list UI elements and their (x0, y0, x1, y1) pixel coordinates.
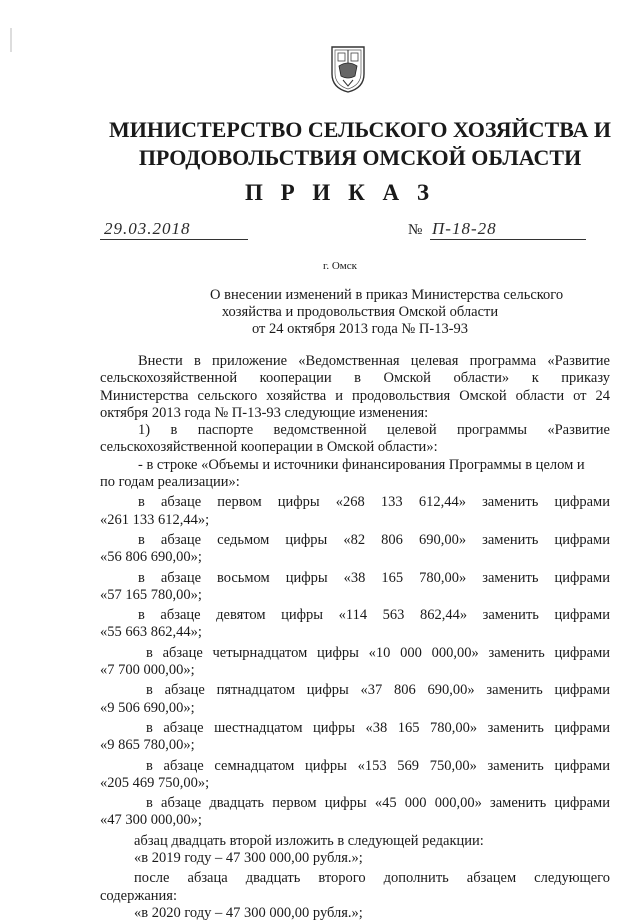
body-line: «9 506 690,00»; (100, 699, 195, 716)
body-line: «57 165 780,00»; (100, 586, 202, 603)
body-line: в абзаце девятом цифры «114 563 862,44» заменить цифрами (138, 607, 610, 624)
body-line: «261 133 612,44»; (100, 511, 210, 528)
number-label: № (408, 222, 423, 238)
body-line: по годам реализации»: (100, 474, 240, 491)
body-line: Внести в приложение «Ведомственная целевая программа «Развитие (138, 353, 610, 369)
body-line: «47 300 000,00»; (100, 812, 202, 829)
body-line: в абзаце пятнадцатом цифры «37 806 690,00» заменить цифрами (146, 682, 610, 699)
body-line: в абзаце восьмом цифры «38 165 780,00» заменить цифрами (138, 569, 610, 586)
body-line: «205 469 750,00»; (100, 774, 210, 791)
document-type-heading: П Р И К А З (244, 180, 435, 205)
number-field (430, 221, 586, 240)
order-body (100, 353, 610, 922)
date-handwritten: 29.03.2018 (104, 219, 191, 238)
body-line: абзац двадцать второй изложить в следующей редакции: (134, 832, 484, 849)
body-line: содержания: (100, 887, 178, 904)
body-line: в абзаце семнадцатом цифры «153 569 750,00» заменить цифрами (146, 757, 610, 774)
number-handwritten: П-18-28 (432, 219, 497, 238)
body-line: - в строке «Объемы и источники финансирования Программы в целом и (138, 456, 585, 473)
body-line: в абзаце первом цифры «268 133 612,44» заменить цифрами (138, 494, 610, 511)
body-line: Министерства сельского хозяйства и продовольствия Омской области от 24 (100, 387, 610, 404)
subject-line: хозяйства и продовольствия Омской области (221, 304, 499, 320)
body-line: «в 2020 году – 47 300 000,00 рубля.»; (134, 904, 363, 921)
body-line: «56 806 690,00»; (100, 549, 202, 566)
subject-line: О внесении изменений в приказ Министерства сельского (210, 287, 564, 303)
body-line: «7 700 000,00»; (100, 662, 195, 679)
body-line: 1) в паспорте ведомственной целевой программы «Развитие (138, 422, 610, 439)
scan-edge-mark (10, 28, 12, 52)
body-line: после абзаца двадцать второго дополнить абзацем следующего (134, 870, 610, 887)
body-line: «9 865 780,00»; (100, 737, 195, 754)
city-label: г. Омск (323, 260, 357, 272)
body-line: в абзаце шестнадцатом цифры «38 165 780,00» заменить цифрами (146, 719, 610, 736)
order-subject (210, 287, 564, 338)
ministry-title-line1: МИНИСТЕРСТВО СЕЛЬСКОГО ХОЗЯЙСТВА И (108, 117, 612, 142)
body-line: октября 2013 года № П-13-93 следующие изменения: (100, 404, 429, 421)
coat-of-arms-emblem (329, 44, 367, 94)
date-field (100, 221, 248, 240)
ministry-title (60, 116, 640, 172)
ministry-title-line2: ПРОДОВОЛЬСТВИЯ ОМСКОЙ ОБЛАСТИ (138, 145, 582, 170)
body-line: в абзаце четырнадцатом цифры «10 000 000,00» заменить цифрами (146, 644, 610, 661)
body-line: в абзаце седьмом цифры «82 806 690,00» заменить цифрами (138, 531, 610, 548)
body-line: «в 2019 году – 47 300 000,00 рубля.»; (134, 850, 363, 867)
body-line: сельскохозяйственной кооперации в Омской области» к приказу (100, 370, 610, 387)
subject-line: от 24 октября 2013 года № П-13-93 (251, 321, 469, 337)
body-line: в абзаце двадцать первом цифры «45 000 000,00» заменить цифрами (146, 795, 610, 812)
body-line: «55 663 862,44»; (100, 624, 202, 641)
body-line: сельскохозяйственной кооперации в Омской области»: (100, 439, 438, 456)
